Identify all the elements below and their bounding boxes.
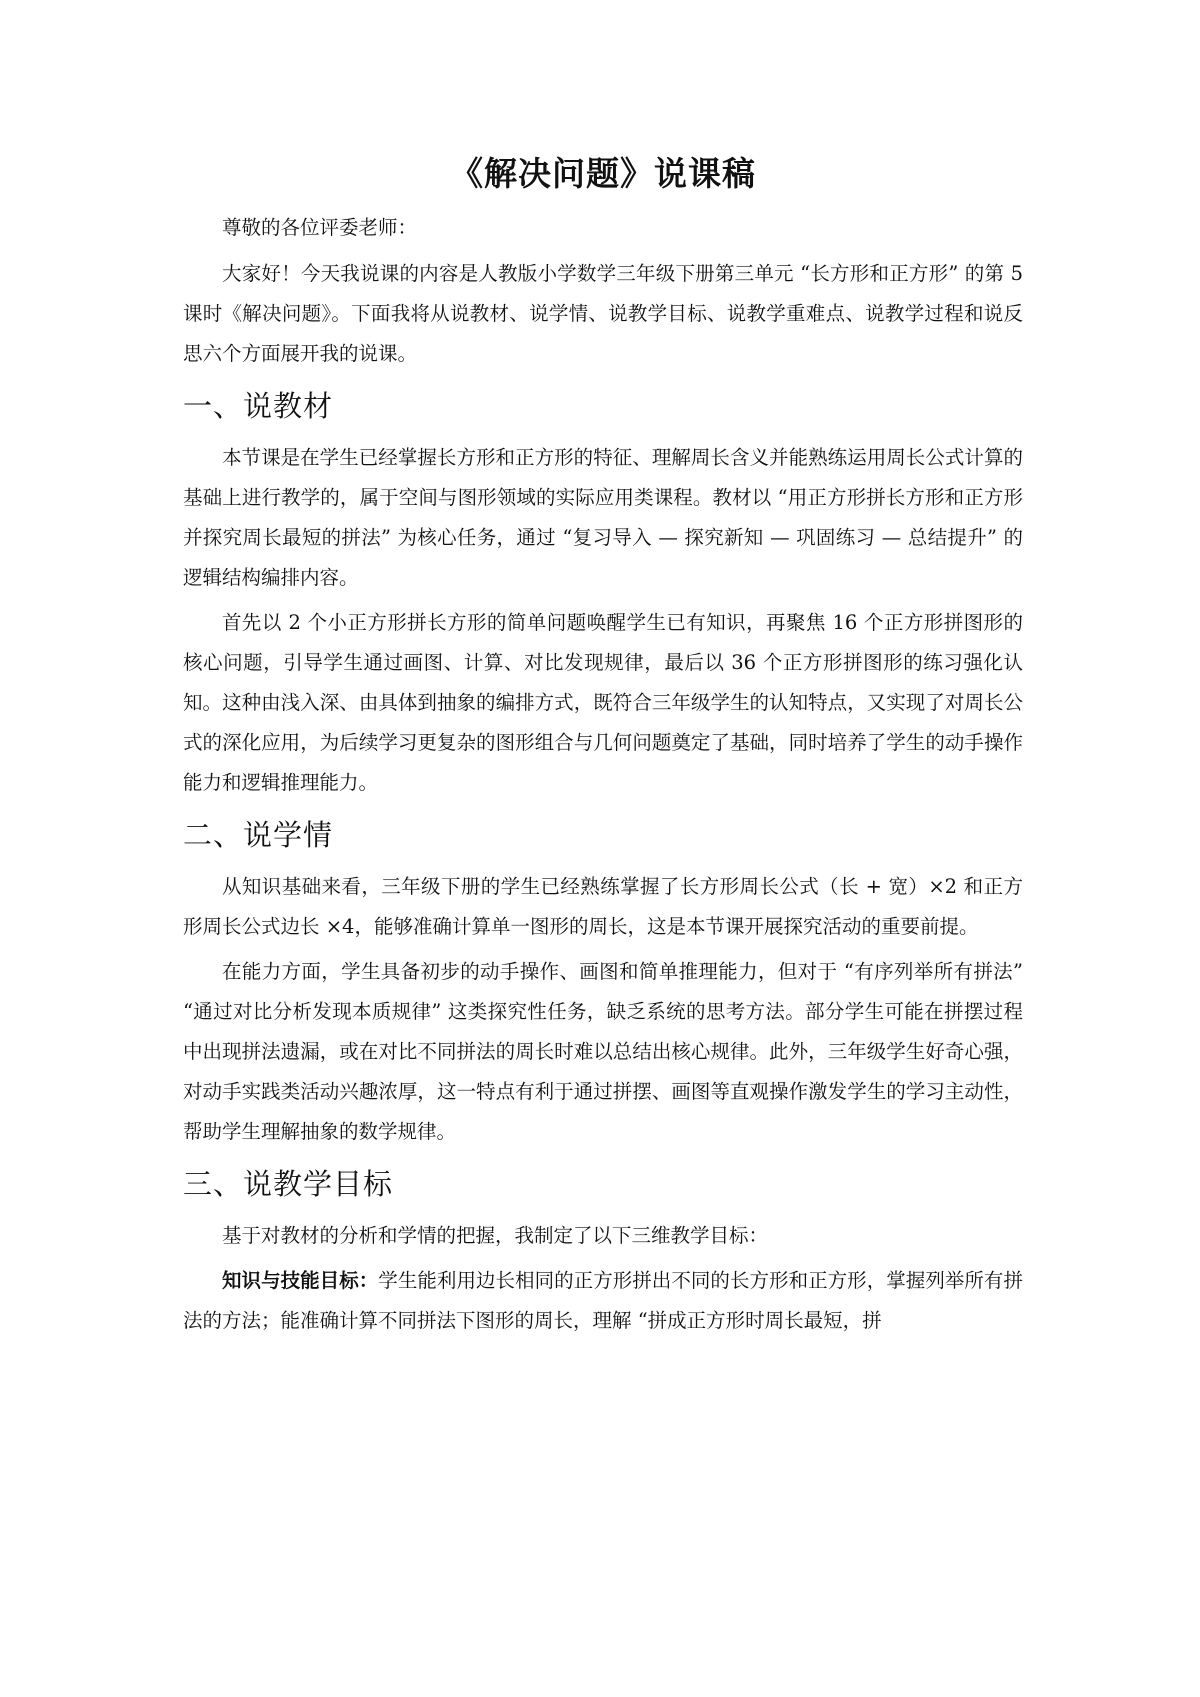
intro-paragraph: 大家好！今天我说课的内容是人教版小学数学三年级下册第三单元 “长方形和正方形” 的第 5 课时《解决问题》。下面我将从说教材、说学情、说教学目标、说教学重难点、说教学过程和说反思六个方面展开我的说课。	[183, 262, 1023, 365]
section-heading-students: 二、说学情	[183, 818, 334, 852]
salutation: 尊敬的各位评委老师：	[222, 216, 418, 239]
section-paragraph: 本节课是在学生已经掌握长方形和正方形的特征、理解周长含义并能熟练运用周长公式计算的基础上进行教学的，属于空间与图形领域的实际应用类课程。教材以 “用正方形拼长方形和正方形并探究周长最短的拼法” 为核心任务，通过 “复习导入 — 探究新知 — 巩固练习 — 总结提升” 的逻辑结构编排内容。	[183, 446, 1023, 589]
section-paragraph: 从知识基础来看，三年级下册的学生已经熟练掌握了长方形周长公式（长 + 宽）×2 和正方形周长公式边长 ×4，能够准确计算单一图形的周长，这是本节课开展探究活动的重要前提。	[183, 875, 1023, 938]
section-paragraph: 基于对教材的分析和学情的把握，我制定了以下三维教学目标：	[222, 1224, 769, 1247]
section-heading-goals: 三、说教学目标	[183, 1167, 394, 1201]
goal-paragraph	[183, 1261, 1023, 1341]
goal-text: 学生能利用边长相同的正方形拼出不同的长方形和正方形，掌握列举所有拼法的方法；能准确计算不同拼法下图形的周长，理解 “拼成正方形时周长最短，拼	[183, 1269, 1023, 1332]
section-heading-textbook: 一、说教材	[183, 389, 334, 423]
section-paragraph: 在能力方面，学生具备初步的动手操作、画图和简单推理能力，但对于 “有序列举所有拼法” “通过对比分析发现本质规律” 这类探究性任务，缺乏系统的思考方法。部分学生可能在拼摆过程中出现拼法遗漏，或在对比不同拼法的周长时难以总结出核心规律。此外，三年级学生好奇心强，对动手实践类活动兴趣浓厚，这一特点有利于通过拼摆、画图等直观操作激发学生的学习主动性，帮助学生理解抽象的数学规律。	[183, 960, 1023, 1143]
document-body	[183, 150, 1023, 1346]
document-title: 《解决问题》说课稿	[450, 154, 756, 193]
goal-label: 知识与技能目标：	[222, 1269, 379, 1292]
section-paragraph: 首先以 2 个小正方形拼长方形的简单问题唤醒学生已有知识，再聚焦 16 个正方形拼图形的核心问题，引导学生通过画图、计算、对比发现规律，最后以 36 个正方形拼图形的练习强化认知。这种由浅入深、由具体到抽象的编排方式，既符合三年级学生的认知特点，又实现了对周长公式的深化应用，为后续学习更复杂的图形组合与几何问题奠定了基础，同时培养了学生的动手操作能力和逻辑推理能力。	[183, 611, 1023, 794]
